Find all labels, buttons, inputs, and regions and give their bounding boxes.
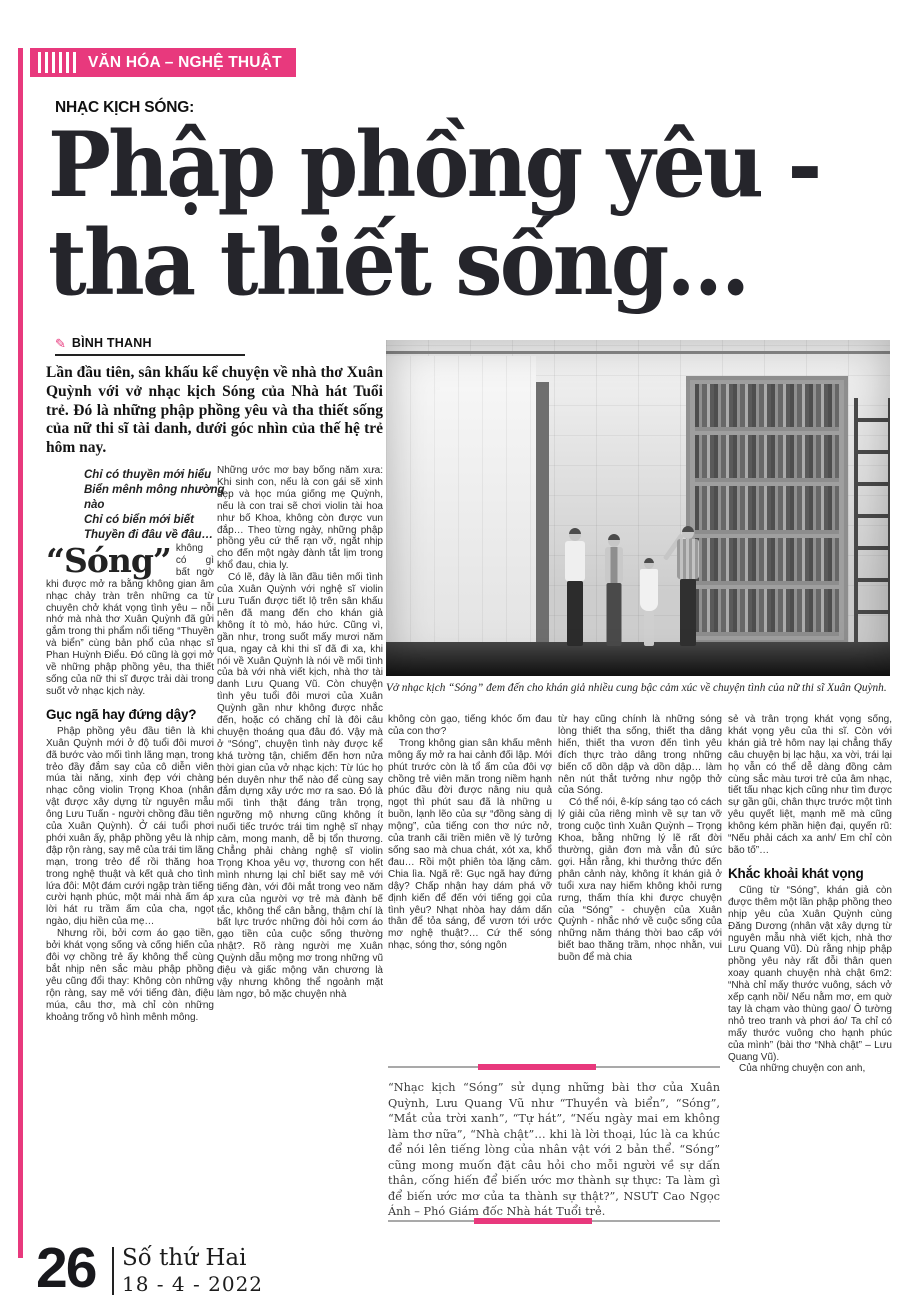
section-label: VĂN HÓA – NGHỆ THUẬT [88,53,282,71]
headline [48,112,848,316]
photo-caption: Vở nhạc kịch “Sóng” đem đến cho khán giả nhiều cung bậc cảm xúc về chuyện tình của nữ thi sĩ Xuân Quỳnh. [386,682,887,694]
section-banner [30,48,296,77]
photo-vignette [386,340,890,676]
quote-rule-accent [478,1064,596,1070]
subhead-guc-nga: Gục ngã hay đứng dậy? [46,706,197,722]
poem-quote [84,468,229,543]
page-number: 26 [36,1236,96,1295]
pen-icon: ✎ [55,335,66,351]
headline-line-1: Phập phồng yêu - [48,112,820,218]
paragraph: Có lẽ, đây là lần đầu tiên mối tình của Xuân Quỳnh với nghệ sĩ violin Lưu Tuấn được tiết lộ trên sân khấu nên đã mang đến cho khán giả không ít tò mò, háo hức. Cũng vì, gần như, trong suốt mấy mươi năm qua, ngay cả khi thi sĩ đã đi xa, khi nói về Xuân Quỳnh là nói về mối tình của bà với nhà viết kịch, nhà thơ tài danh Lưu Quang Vũ. Còn chuyện tình yêu tuổi đôi mươi của Xuân Quỳnh gần như không được nhắc đến, hoặc có chăng chỉ là đôi câu chuyện thoáng qua đâu đó. Vậy mà ở “Sóng”, chuyện tình này được kể khá tường tận, chiếm đến hơn nửa thời gian của vở nhạc kịch: Từ lúc họ bén duyên như thế nào để cùng say đắm dựng xây ước mơ ra sao. Đó là mối tình thật đáng trân trọng, ngưỡng mộ nhưng cũng không ít nuối tiếc trước trái tim nghệ sĩ nhạy cảm, mong manh, dễ bị tổn thương. Chẳng phải chàng nghệ sĩ violin Trọng Khoa yêu vợ, thương con hết mình nhưng lại chỉ biết say mê với tiếng đàn, với đôi mắt trong veo năm xưa của người vợ trẻ mà đành bế tắc, không thể cân bằng, thậm chí là bất lực trước những đòi hỏi cơm áo gạo tiền của cuộc sống thường nhật?. Rõ ràng người mẹ Xuân Quỳnh dẫu mộng mơ trong những vũ điệu và giấc mộng văn chương là vậy nhưng không thể ngoảnh mặt làm ngơ, bỏ mặc chuyện nhà [217,572,383,1000]
poem-line: Biển mênh mông nhường nào [84,484,225,511]
dropcap-song: “Sóng” [46,543,171,580]
poem-line: Chỉ có thuyền mới hiểu [84,469,212,481]
stage-photo [386,340,890,676]
paragraph: Cũng từ “Sóng”, khán giả còn được thêm một lần phập phồng theo nhịp yêu của Xuân Quỳnh cùng Đăng Dương (nhân vật xây dựng từ nguyên mẫu nhà viết kịch, nhà thơ Lưu Quang Vũ). Dù rằng nhịp phập phồng yêu này rất đỗi thân quen xoay quanh chuyện nhà chật 6m2: “Nhà chỉ mấy thước vuông, sách vở xếp cạnh nồi/ Nếu nằm mơ, em quờ tay là chạm vào thùng gạo/ Ô tường nhỏ treo tranh và phơi áo/ Ta chỉ có mấy thước vuông cho hạnh phúc của mình” (bài thơ “Nhà chật” – Lưu Quang Vũ). [728,884,892,1063]
poem-line: Thuyền đi đâu về đâu… [84,529,214,541]
paragraph: Của những chuyện con anh, [739,1063,866,1075]
paragraph: Trong không gian sân khấu mênh mông ấy mở ra hai cảnh đối lập. Mới phút trước còn là tổ ấm của đôi vợ chồng trẻ viên mãn trong niềm hạnh phúc đầu đời được nâng niu quả ngọt thì phút sau đã là những u buồn, lạnh lẽo của sự “đồng sàng dị mộng”, của tiếng con thơ nức nở, của tranh cãi triền miên về lý tưởng sống sao mà chua chát, xót xa, khổ đau… Rồi một phiên tòa lặng câm. Chia lìa. Ngã rẽ: Gục ngã hay đứng dậy? Chấp nhận hay dám phá vỡ định kiến để đến với tiếng gọi của tình yêu? Nhạt nhòa hay dám dấn thân để tỏa sáng, để vươn tới ước mơ nghệ thuật?… Cứ thế sóng nhạc, sóng thơ, sóng ngôn [388,737,552,952]
quote-rule-accent [474,1218,592,1224]
headline-line-2: tha thiết sống… [48,210,748,316]
paragraph: không còn gạo, tiếng khóc ốm đau của con thơ? [388,714,552,737]
paragraph: từ hay cũng chính là những sóng lòng thiết tha sống, thiết tha dâng hiến, thiết tha vươn đến tình yêu đích thực trào dâng trong những biến cố dồn dập và dồn dập… làm nên nút thắt tưởng như ngộp thở của Sóng. [558,714,722,797]
left-accent-stripe [18,48,23,1258]
byline-name: BÌNH THANH [71,336,152,350]
pull-quote-text: “Nhạc kịch “Sóng” sử dụng những bài thơ của Xuân Quỳnh, Lưu Quang Vũ như “Thuyền và biển”, “Sóng”, “Mắt của trời xanh”, “Tự hát”, “Nếu ngày mai em không làm thơ nữa”, “Nhà chật”… khi là lời thoại, lúc là ca khúc để nói lên tiếng lòng của nhân vật với 2 bản thể. “Sóng” cũng mong muốn đặt câu hỏi cho mỗi người về sự dấn thân, cống hiến để biến ước mơ thành sự thực: Ta làm gì để biến ước mơ của ta thành sự thật?”, NSƯT Cao Ngọc Ánh – Phó Giám đốc Nhà hát Tuổi trẻ. [388,1081,720,1218]
text-column-2 [217,465,383,1237]
subhead-khac-khoai: Khắc khoải khát vọng [728,865,864,881]
lede-paragraph: Lần đầu tiên, sân khấu kể chuyện về nhà thơ Xuân Quỳnh với vở nhạc kịch Sóng của Nhà hát Tuổi trẻ. Đó là những phập phồng yêu và tha thiết sống của nữ thi sĩ tài danh, dưới góc nhìn của thế hệ trẻ hôm nay. [46,364,383,457]
edition-date: 18 - 4 - 2022 [122,1272,264,1295]
quote-rule-top [388,1066,720,1068]
text-column-5 [728,714,892,1238]
paragraph: sẻ và trân trọng khát vọng sống, khát vọng yêu của thi sĩ. Còn với khán giả trẻ hôm nay lại chẳng thấy câu chuyện bị lạc hậu, xa vời, trái lại họ vẫn có thể dễ dàng đồng cảm cùng sắc màu tươi trẻ của âm nhạc, tiết tấu nhạc kịch cũng như tìm được sự gần gũi, chân thực trước một tình yêu quyết liệt, mạnh mẽ mà cũng không kém phần hiện đại, quyến rũ: “Nếu phải cách xa anh/ Em chỉ còn bão tố”… [728,714,892,856]
kicker: NHẠC KỊCH SÓNG: [55,99,195,116]
banner-bars-icon [38,52,78,73]
byline [55,336,245,356]
paragraph: không có gì bất ngờ khi được mở ra bằng không gian âm nhạc chảy tràn trên những ca từ chuyên chở khát vọng tình yêu – nỗi nhớ mà nhà thơ Xuân Quỳnh đã gửi gắm trong thi phẩm nổi tiếng “Thuyền và biển” cùng bản phổ của nhạc sĩ Phan Huỳnh Điểu. Đó cũng là gợi mở về những phập phồng yêu, tha thiết sống của nữ thi sĩ được trải dài trong suốt vở nhạc kịch này. [46,543,214,697]
paragraph: Phập phồng yêu đầu tiên là khi Xuân Quỳnh mới ở độ tuổi đôi mươi đã bước vào mối tình lãng mạn, trong trẻo đầy đắm say của cô diễn viên múa tài năng, xinh đẹp với chàng nhạc công violin Trọng Khoa (nhân vật được xây dựng từ nguyên mẫu ông Lưu Tuấn - người chồng đầu tiên của Xuân Quỳnh). Ở cái tuổi phơi phới xuân ấy, phập phồng yêu là nhịp đập rộn ràng, say mê của trái tim lãng mạn, trong trẻo để rồi thăng hoa trong nghệ thuật và kết quả cho tình lứa đôi: Một đám cưới ngập tràn tiếng cười hạnh phúc, một mái nhà ấm áp lời hát ru trầm ấm của cha, ngọt ngào, dịu hiền của mẹ… [46,725,214,928]
paragraph: Những ước mơ bay bổng năm xưa: Khi sinh con, nếu là con gái sẽ xinh đẹp và học múa giống mẹ Quỳnh, nếu là con trai sẽ chơi violin tài hoa như bố Khoa, không còn được vun đắp… Theo từng ngày, những phập phồng yêu cứ thế rạn vỡ, ngắt nhịp cho đến một ngày đành tắt lịm trong khổ đau, chia ly. [217,465,383,572]
paragraph: Có thể nói, ê-kíp sáng tạo có cách lý giải của riêng mình về sự tan vỡ trong cuộc tình Xuân Quỳnh – Trọng Khoa, bằng những lý lẽ rất đời thường, giản đơn mà vẫn đủ sức gợi. Hẳn rằng, khi thưởng thức đến phân cảnh này, không ít khán giả ở tuổi xưa nay hiếm không khỏi rưng rưng, thấm thía khi được chuyện của “Sóng” - chuyện của Xuân Quỳnh - nhắc nhớ về cuộc sống của những năm tháng thời bao cấp với biết bao thăng trầm, nhọc nhằn, vui buồn để mà chia [558,797,722,964]
paragraph: Nhưng rồi, bởi cơm áo gạo tiền, bởi khát vọng sống và cống hiến của đôi vợ chồng trẻ ấy không thể cùng bắt nhịp nên sắc màu phập phồng yêu cũng đổi thay: Không còn những rộn ràng, say mê với tiếng đàn, điệu múa, câu thơ, mà chỉ còn những khoảng trống vô hình mênh mông. [46,928,214,1023]
quote-rule-bottom [388,1220,720,1222]
text-column-1 [46,543,214,1238]
footer-divider [112,1247,114,1295]
pull-quote-box [388,1062,720,1242]
poem-line: Chỉ có biển mới biết [84,514,194,526]
edition-label: Số thứ Hai [122,1245,247,1271]
text-column-4 [558,714,722,1050]
text-column-3 [388,714,552,1050]
